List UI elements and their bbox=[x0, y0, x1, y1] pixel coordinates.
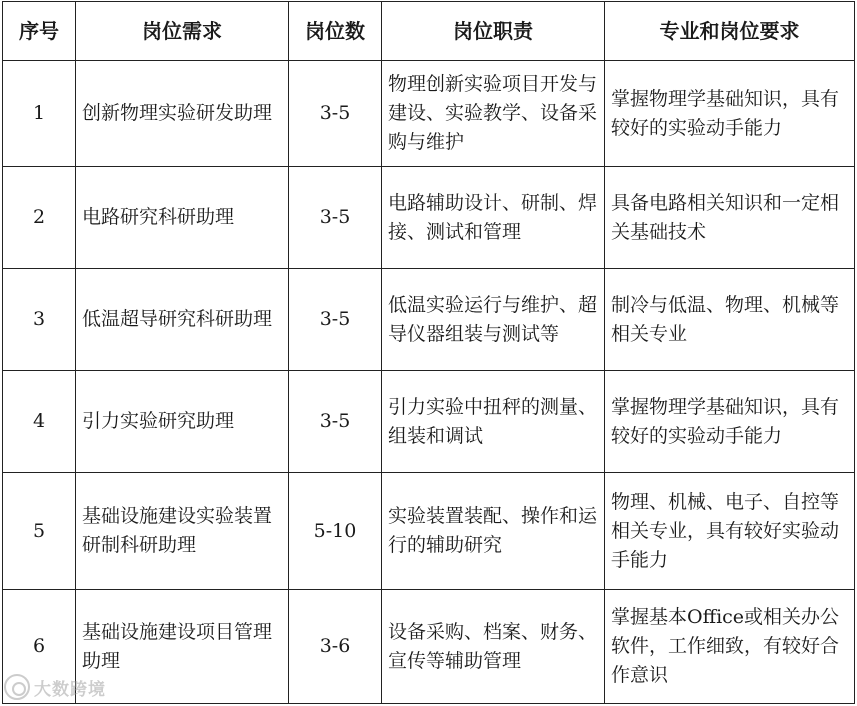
row-requirement: 掌握物理学基础知识，具有较好的实验动手能力 bbox=[605, 371, 855, 473]
row-duty: 电路辅助设计、研制、焊接、测试和管理 bbox=[382, 167, 605, 269]
row-count: 3-5 bbox=[289, 269, 382, 371]
row-no: 2 bbox=[3, 167, 76, 269]
row-requirement: 制冷与低温、物理、机械等相关专业 bbox=[605, 269, 855, 371]
row-count: 3-5 bbox=[289, 61, 382, 167]
row-count: 3-5 bbox=[289, 167, 382, 269]
row-count: 3-6 bbox=[289, 590, 382, 704]
row-requirement: 具备电路相关知识和一定相关基础技术 bbox=[605, 167, 855, 269]
row-no: 5 bbox=[3, 473, 76, 590]
row-duty: 设备采购、档案、财务、宣传等辅助管理 bbox=[382, 590, 605, 704]
table-row bbox=[3, 473, 855, 590]
row-role: 低温超导研究科研助理 bbox=[76, 269, 289, 371]
row-duty: 物理创新实验项目开发与建设、实验教学、设备采购与维护 bbox=[382, 61, 605, 167]
header-role: 岗位需求 bbox=[76, 2, 289, 61]
header-duty: 岗位职责 bbox=[382, 2, 605, 61]
row-duty: 引力实验中扭秤的测量、组装和调试 bbox=[382, 371, 605, 473]
row-duty: 实验装置装配、操作和运行的辅助研究 bbox=[382, 473, 605, 590]
header-no: 序号 bbox=[3, 2, 76, 61]
row-no: 6 bbox=[3, 590, 76, 704]
table-row bbox=[3, 269, 855, 371]
row-count: 5-10 bbox=[289, 473, 382, 590]
row-role: 电路研究科研助理 bbox=[76, 167, 289, 269]
row-no: 4 bbox=[3, 371, 76, 473]
table-row bbox=[3, 167, 855, 269]
watermark bbox=[4, 672, 106, 702]
brand-logo-icon bbox=[4, 674, 30, 700]
watermark-text: 大数跨境 bbox=[34, 679, 106, 700]
table-row bbox=[3, 61, 855, 167]
positions-table bbox=[2, 1, 855, 704]
row-requirement: 掌握物理学基础知识，具有较好的实验动手能力 bbox=[605, 61, 855, 167]
row-role: 基础设施建设项目管理助理 bbox=[76, 590, 289, 704]
row-no: 1 bbox=[3, 61, 76, 167]
header-row bbox=[3, 2, 855, 61]
row-duty: 低温实验运行与维护、超导仪器组装与测试等 bbox=[382, 269, 605, 371]
header-requirement: 专业和岗位要求 bbox=[605, 2, 855, 61]
row-requirement: 掌握基本Office或相关办公软件，工作细致，有较好合作意识 bbox=[605, 590, 855, 704]
row-role: 基础设施建设实验装置研制科研助理 bbox=[76, 473, 289, 590]
row-no: 3 bbox=[3, 269, 76, 371]
header-count: 岗位数 bbox=[289, 2, 382, 61]
table-row bbox=[3, 590, 855, 704]
row-requirement: 物理、机械、电子、自控等相关专业，具有较好实验动手能力 bbox=[605, 473, 855, 590]
row-role: 创新物理实验研发助理 bbox=[76, 61, 289, 167]
row-count: 3-5 bbox=[289, 371, 382, 473]
table-row bbox=[3, 371, 855, 473]
row-role: 引力实验研究助理 bbox=[76, 371, 289, 473]
